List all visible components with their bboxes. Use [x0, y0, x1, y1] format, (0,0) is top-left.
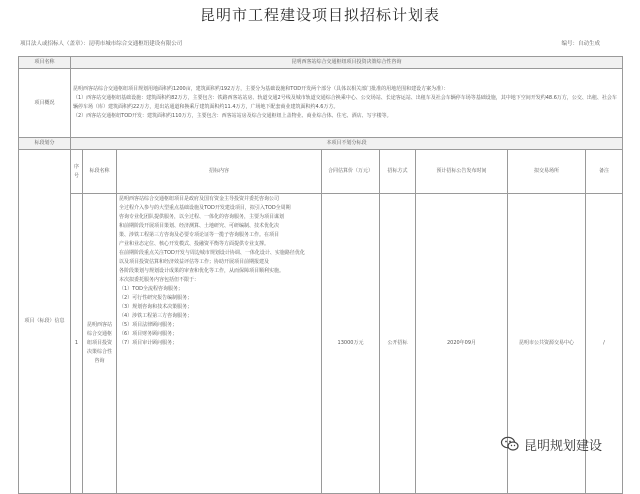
seq-value: 1 [71, 194, 83, 494]
remark-value: / [586, 194, 623, 494]
content-line: 策、涉铁工程第三方咨询及必要专项论证等一揽子咨询服务工作。在项目 [119, 232, 280, 238]
section-value: 本项目不划分标段 [71, 138, 623, 150]
content-line: 本次拟委托服务内容包括但不限于： [119, 277, 200, 283]
project-name-label: 项目名称 [19, 57, 71, 69]
content-line: （5）项目法律顾问服务； [119, 322, 178, 328]
content-line: （4）涉铁工程第三方咨询服务； [119, 313, 193, 319]
col-time: 预计招标公告发布时间 [416, 150, 508, 194]
page-title: 昆明市工程建设项目拟招标计划表 [199, 6, 440, 24]
content-line: 各阶段策划与规划设计成果的审查和优化等工作，从而保障项目顺利实施。 [119, 268, 285, 274]
plan-table [18, 56, 623, 494]
col-seq: 序号 [71, 150, 83, 194]
method-value: 公开招标 [380, 194, 416, 494]
content-line: 昆明西客站综合交通枢纽项目是政府及国有资金主导投资并委托咨询公司 [119, 196, 280, 202]
content-line: 以及项目投资估算和经济效益评估等工作；协助开展项目前期报建及 [119, 259, 270, 265]
col-content: 招标内容 [117, 150, 322, 194]
col-section-name: 标段名称 [83, 150, 117, 194]
watermark [500, 434, 602, 454]
header-row [20, 39, 620, 49]
overview-line: 昆明西客站综合交通枢纽项目规划用地面积约1200亩，建筑面积约192万方，主要分为基础设施和TOD开发两个部分（具体以相关部门批准的用地范围和建设方案为准）： [73, 86, 449, 92]
watermark-text: 昆明规划建设 [524, 438, 603, 454]
overview-value [71, 69, 623, 138]
unit-label: 项目法人或招标人（盖章）：昆明市城市综合交通枢纽建设有限公司 [20, 41, 183, 47]
overview-line: （2）西客站交通枢纽TOD开发：建筑面积约110万方，主要包含：西客站站房及综合交通枢纽上盖物业、商业综合体、住宅、酒店、写字楼等。 [73, 113, 392, 119]
content-line: 产业和业态定位、核心开发模式、投融资平衡等方面提供专业支撑。 [119, 241, 270, 247]
content-line: 和前期阶段开展项目策划、经济测算、土地研究、可研编制、技术优化决 [119, 223, 280, 229]
overview-label: 项目概况 [19, 69, 71, 138]
content-value [117, 194, 322, 494]
number-label: 编号：自动生成 [561, 41, 600, 47]
wechat-icon [500, 434, 520, 454]
section-label: 标段划分 [19, 138, 71, 150]
col-venue: 拟交易场所 [508, 150, 586, 194]
info-label: 项目（标段）信息 [19, 150, 71, 494]
content-line: 咨询专业化团队提供服务，以全过程、一体化的咨询服务，主要为项目谋划 [119, 214, 285, 220]
content-line: （1）TOD全流程咨询服务； [119, 286, 184, 292]
content-line: （3）规划咨询和技术决策服务； [119, 304, 193, 310]
col-estimate: 合同估算价（万元） [322, 150, 380, 194]
section-name-value: 昆明西客站综合交通枢纽项目投资决策综合性咨询 [83, 194, 117, 494]
project-name-value: 昆明西客站综合交通枢纽项目投资决策综合性咨询 [71, 57, 623, 69]
content-line: （2）可行性研究报告编制服务； [119, 295, 193, 301]
content-line: 全过程介入参与的大型重点基础设施及TOD开发建设项目，拟引入TOD全周期 [119, 205, 291, 211]
venue-value: 昆明市公共资源交易中心 [508, 194, 586, 494]
content-line: （6）项目财务顾问服务； [119, 331, 178, 337]
col-remark: 备注 [586, 150, 623, 194]
col-method: 招标方式 [380, 150, 416, 194]
time-value: 2020年09月 [416, 194, 508, 494]
estimate-value: 13000万元 [322, 194, 380, 494]
content-line: （7）项目审计顾问服务； [119, 340, 178, 346]
content-line: 在前期阶段重点关注TOD开发与周边城市规划设计协调、一体化设计、实施路径优化 [119, 250, 305, 256]
overview-line: （1）西客站交通枢纽基础设施：建筑面积约82万方，主要包含：铁路西客站站房、轨道交通2号线及城市轨道交通综合换乘中心、公交场站、长途客运站、出租车及社会车辆停车场等基础设施，其中地下空间开发约48.6万方，公交、出租、社会车辆停车场（库）建筑面积约22万方，进出站通道和换乘厅建筑面积约11.4万方，广场地下配套商业建筑面积约4.6万方。 [73, 95, 617, 110]
